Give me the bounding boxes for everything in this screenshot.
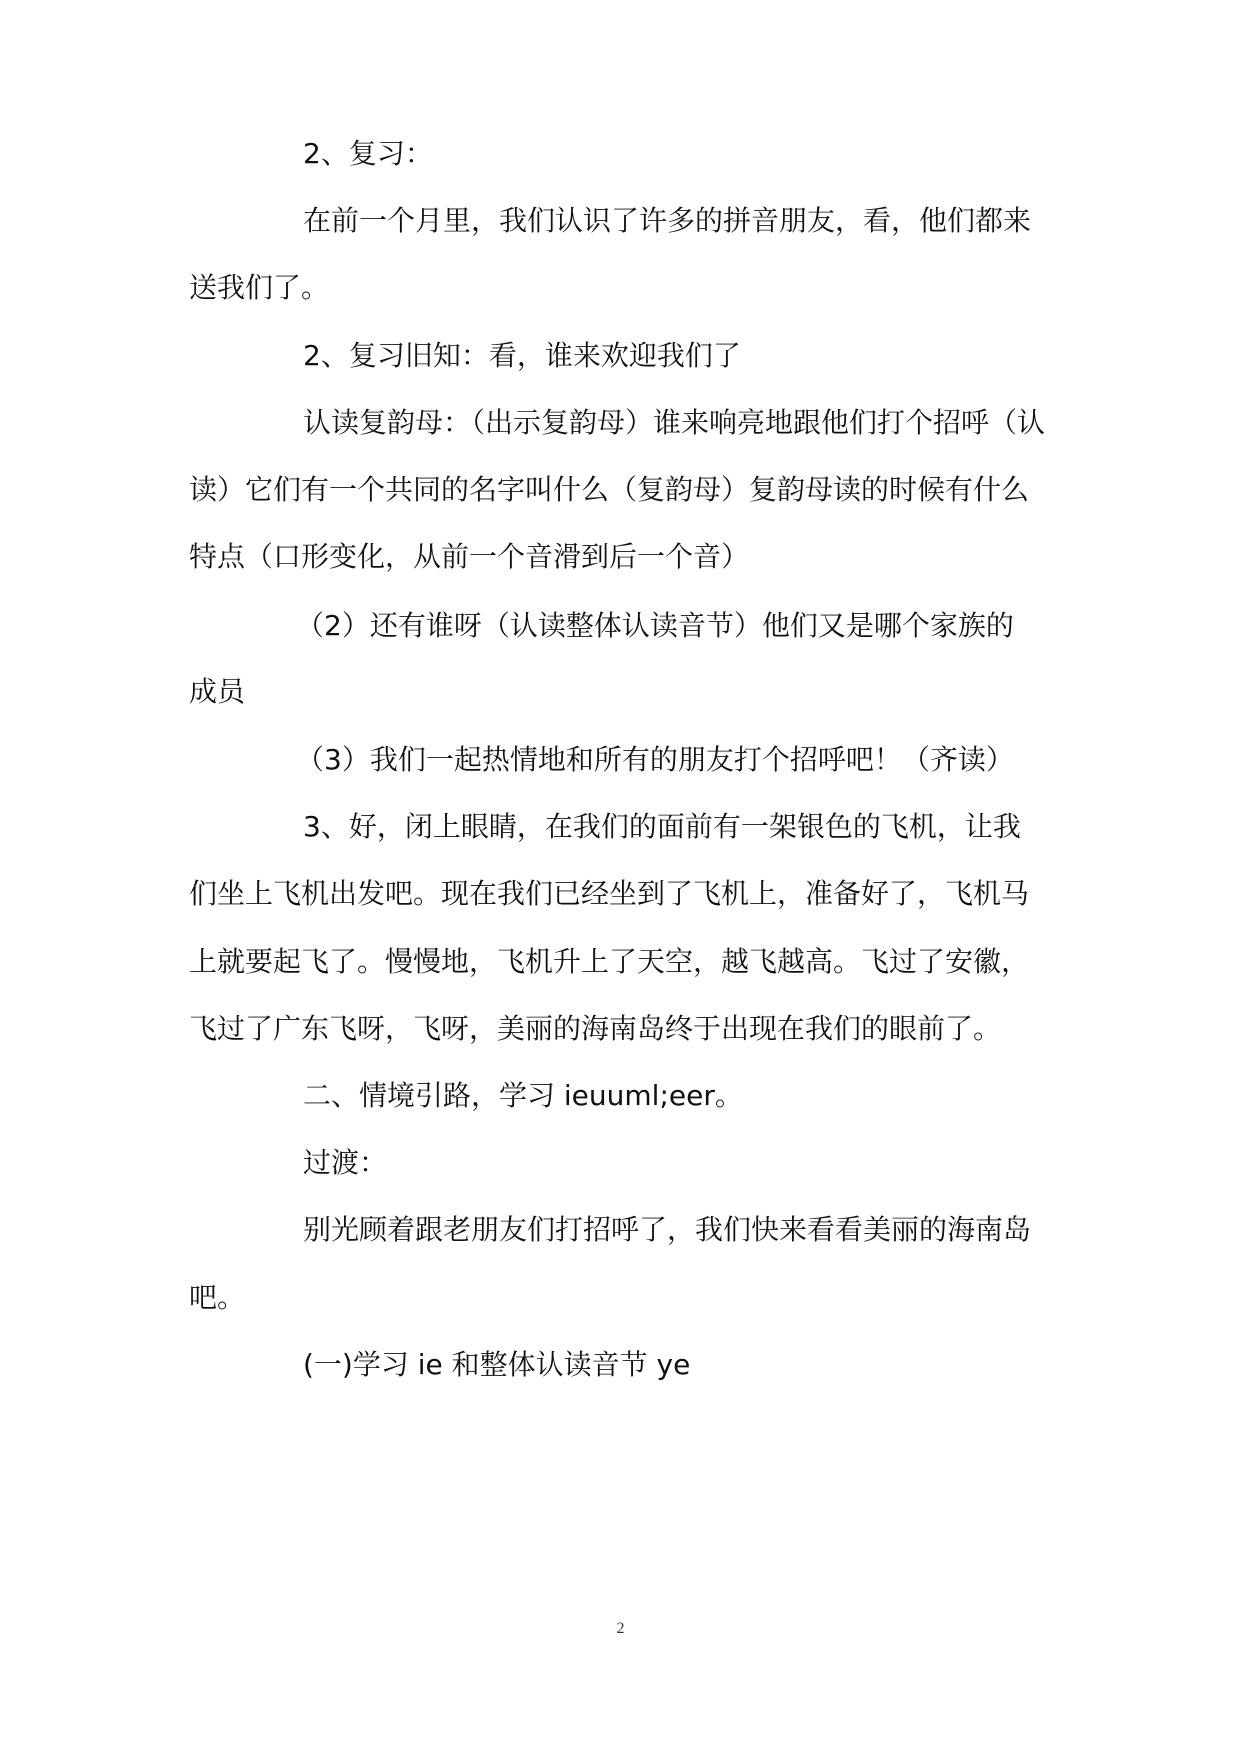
text-line: 认读复韵母：（出示复韵母）谁来响亮地跟他们打个招呼（认 <box>303 406 1046 439</box>
text-line: 2、复习： <box>303 137 433 170</box>
text-line: （2）还有谁呀（认读整体认读音节）他们又是哪个家族的 <box>296 609 1014 642</box>
subsection-heading: (一)学习 ie 和整体认读音节 ye <box>303 1348 691 1381</box>
text-line: 特点（口形变化，从前一个音滑到后一个音） <box>189 540 750 573</box>
page-number: 2 <box>616 1620 625 1637</box>
text-line: 成员 <box>189 675 246 708</box>
text-line: 飞过了广东飞呀，飞呀，美丽的海南岛终于出现在我们的眼前了。 <box>189 1012 1002 1045</box>
text-line: 送我们了。 <box>189 271 330 304</box>
text-line: 在前一个月里，我们认识了许多的拼音朋友，看，他们都来 <box>303 204 1032 237</box>
text-line: 2、复习旧知：看，谁来欢迎我们了 <box>303 339 741 372</box>
text-line: 3、好，闭上眼睛，在我们的面前有一架银色的飞机，让我 <box>303 810 1021 843</box>
text-line: 过渡： <box>303 1146 388 1179</box>
text-line: （3）我们一起热情地和所有的朋友打个招呼吧！（齐读） <box>296 743 1014 776</box>
text-line: 们坐上飞机出发吧。现在我们已经坐到了飞机上，准备好了，飞机马 <box>189 877 1030 910</box>
text-line: 吧。 <box>189 1281 246 1314</box>
text-line: 别光顾着跟老朋友们打招呼了，我们快来看看美丽的海南岛 <box>303 1213 1032 1246</box>
text-line: 读）它们有一个共同的名字叫什么（复韵母）复韵母读的时候有什么 <box>189 473 1030 506</box>
section-heading: 二、情境引路，学习 ieuuml;eer。 <box>303 1079 743 1112</box>
text-line: 上就要起飞了。慢慢地，飞机升上了天空，越飞越高。飞过了安徽， <box>189 945 1030 978</box>
